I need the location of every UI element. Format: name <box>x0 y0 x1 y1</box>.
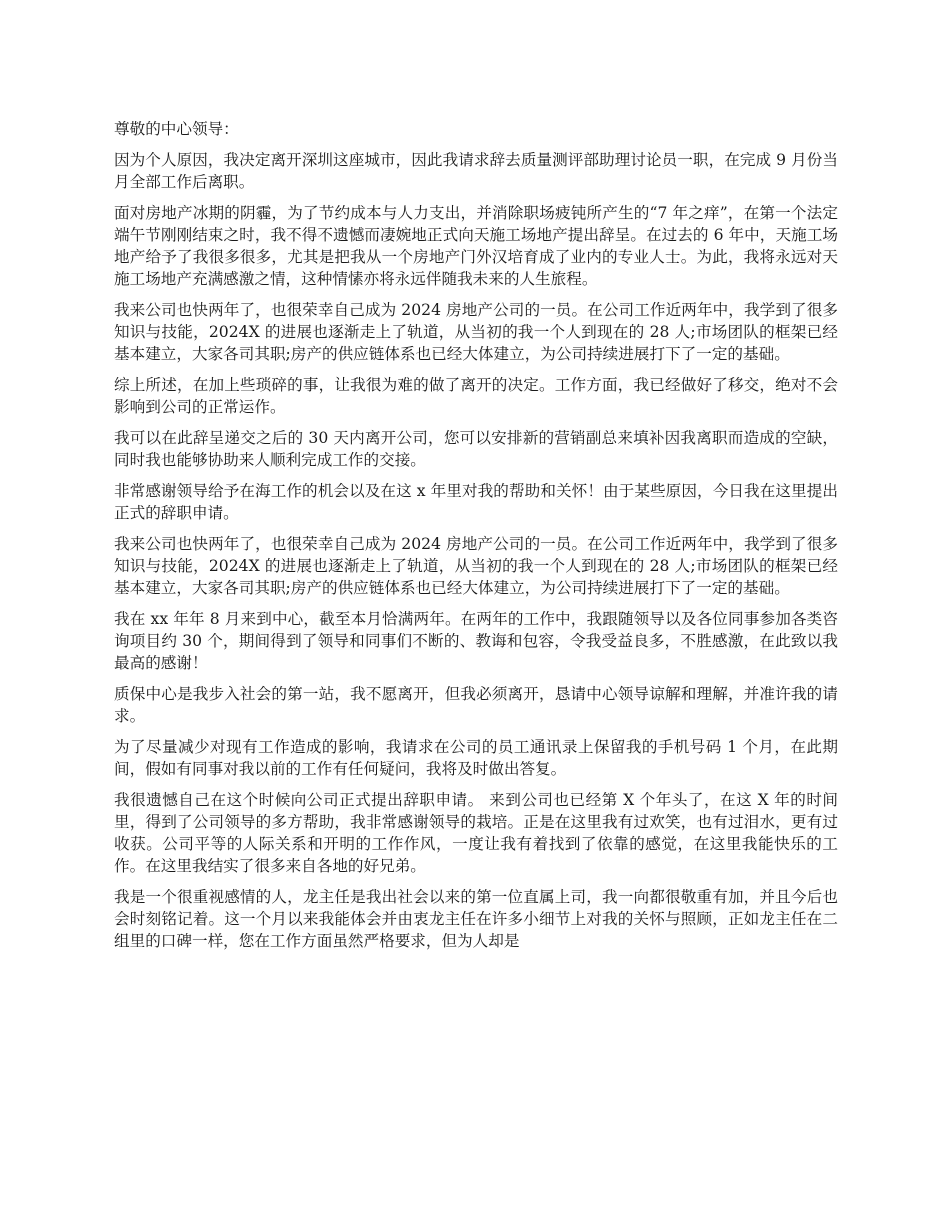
letter-paragraph: 我来公司也快两年了，也很荣幸自己成为 2024 房地产公司的一员。在公司工作近两年中，我学到了很多知识与技能，2024X 的进展也逐渐走上了轨道，从当初的我一个人到现在的 28 人;市场团队的框架已经基本建立，大家各司其职;房产的供应链体系也已经大体建立，为公司持续进展打下了一定的基础。 <box>114 535 838 597</box>
letter-paragraph: 为了尽量减少对现有工作造成的影响，我请求在公司的员工通讯录上保留我的手机号码 1 个月，在此期间，假如有同事对我以前的工作有任何疑问，我将及时做出答复。 <box>114 738 838 778</box>
letter-paragraph: 面对房地产冰期的阴霾，为了节约成本与人力支出，并消除职场疲钝所产生的“7 年之痒”，在第一个法定端午节刚刚结束之时，我不得不遗憾而凄婉地正式向天施工场地产提出辞呈。在过去的 6 年中，天施工场地产给予了我很多很多，尤其是把我从一个房地产门外汉培育成了业内的专业人士。为此，我将永远对天施工场地产充满感激之情，这种情愫亦将永远伴随我未来的人生旅程。 <box>114 204 838 288</box>
letter-paragraph: 因为个人原因，我决定离开深圳这座城市，因此我请求辞去质量测评部助理讨论员一职，在完成 9 月份当月全部工作后离职。 <box>114 151 838 191</box>
letter-paragraph: 我可以在此辞呈递交之后的 30 天内离开公司，您可以安排新的营销副总来填补因我离职而造成的空缺，同时我也能够协助来人顺利完成工作的交接。 <box>114 429 838 469</box>
letter-paragraph: 我来公司也快两年了，也很荣幸自己成为 2024 房地产公司的一员。在公司工作近两年中，我学到了很多知识与技能，2024X 的进展也逐渐走上了轨道，从当初的我一个人到现在的 28 人;市场团队的框架已经基本建立，大家各司其职;房产的供应链体系也已经大体建立，为公司持续进展打下了一定的基础。 <box>114 301 838 363</box>
letter-body <box>114 118 838 961</box>
letter-paragraph: 我是一个很重视感情的人，龙主任是我出社会以来的第一位直属上司，我一向都很敬重有加，并且今后也会时刻铭记着。这一个月以来我能体会并由衷龙主任在许多小细节上对我的关怀与照顾，正如龙主任在二组里的口碑一样，您在工作方面虽然严格要求，但为人却是 <box>114 888 838 950</box>
letter-paragraph: 质保中心是我步入社会的第一站，我不愿离开，但我必须离开，恳请中心领导谅解和理解，并准许我的请求。 <box>114 685 838 725</box>
letter-paragraph: 我很遗憾自己在这个时候向公司正式提出辞职申请。 来到公司也已经第 X 个年头了，在这 X 年的时间里，得到了公司领导的多方帮助，我非常感谢领导的栽培。正是在这里我有过欢笑，也有过泪水，更有过收获。公司平等的人际关系和开明的工作作风，一度让我有着找到了依靠的感觉，在这里我能快乐的工作。在这里我结实了很多来自各地的好兄弟。 <box>114 791 838 875</box>
letter-paragraph: 我在 xx 年年 8 月来到中心，截至本月恰满两年。在两年的工作中，我跟随领导以及各位同事参加各类咨询项目约 30 个，期间得到了领导和同事们不断的、教诲和包容，令我受益良多，不胜感激，在此致以我最高的感谢！ <box>114 610 838 672</box>
letter-greeting: 尊敬的中心领导： <box>114 120 239 138</box>
letter-paragraph: 综上所述，在加上些琐碎的事，让我很为难的做了离开的决定。工作方面，我已经做好了移交，绝对不会影响到公司的正常运作。 <box>114 376 838 416</box>
letter-paragraph: 非常感谢领导给予在海工作的机会以及在这 x 年里对我的帮助和关怀！由于某些原因，今日我在这里提出正式的辞职申请。 <box>114 482 838 522</box>
